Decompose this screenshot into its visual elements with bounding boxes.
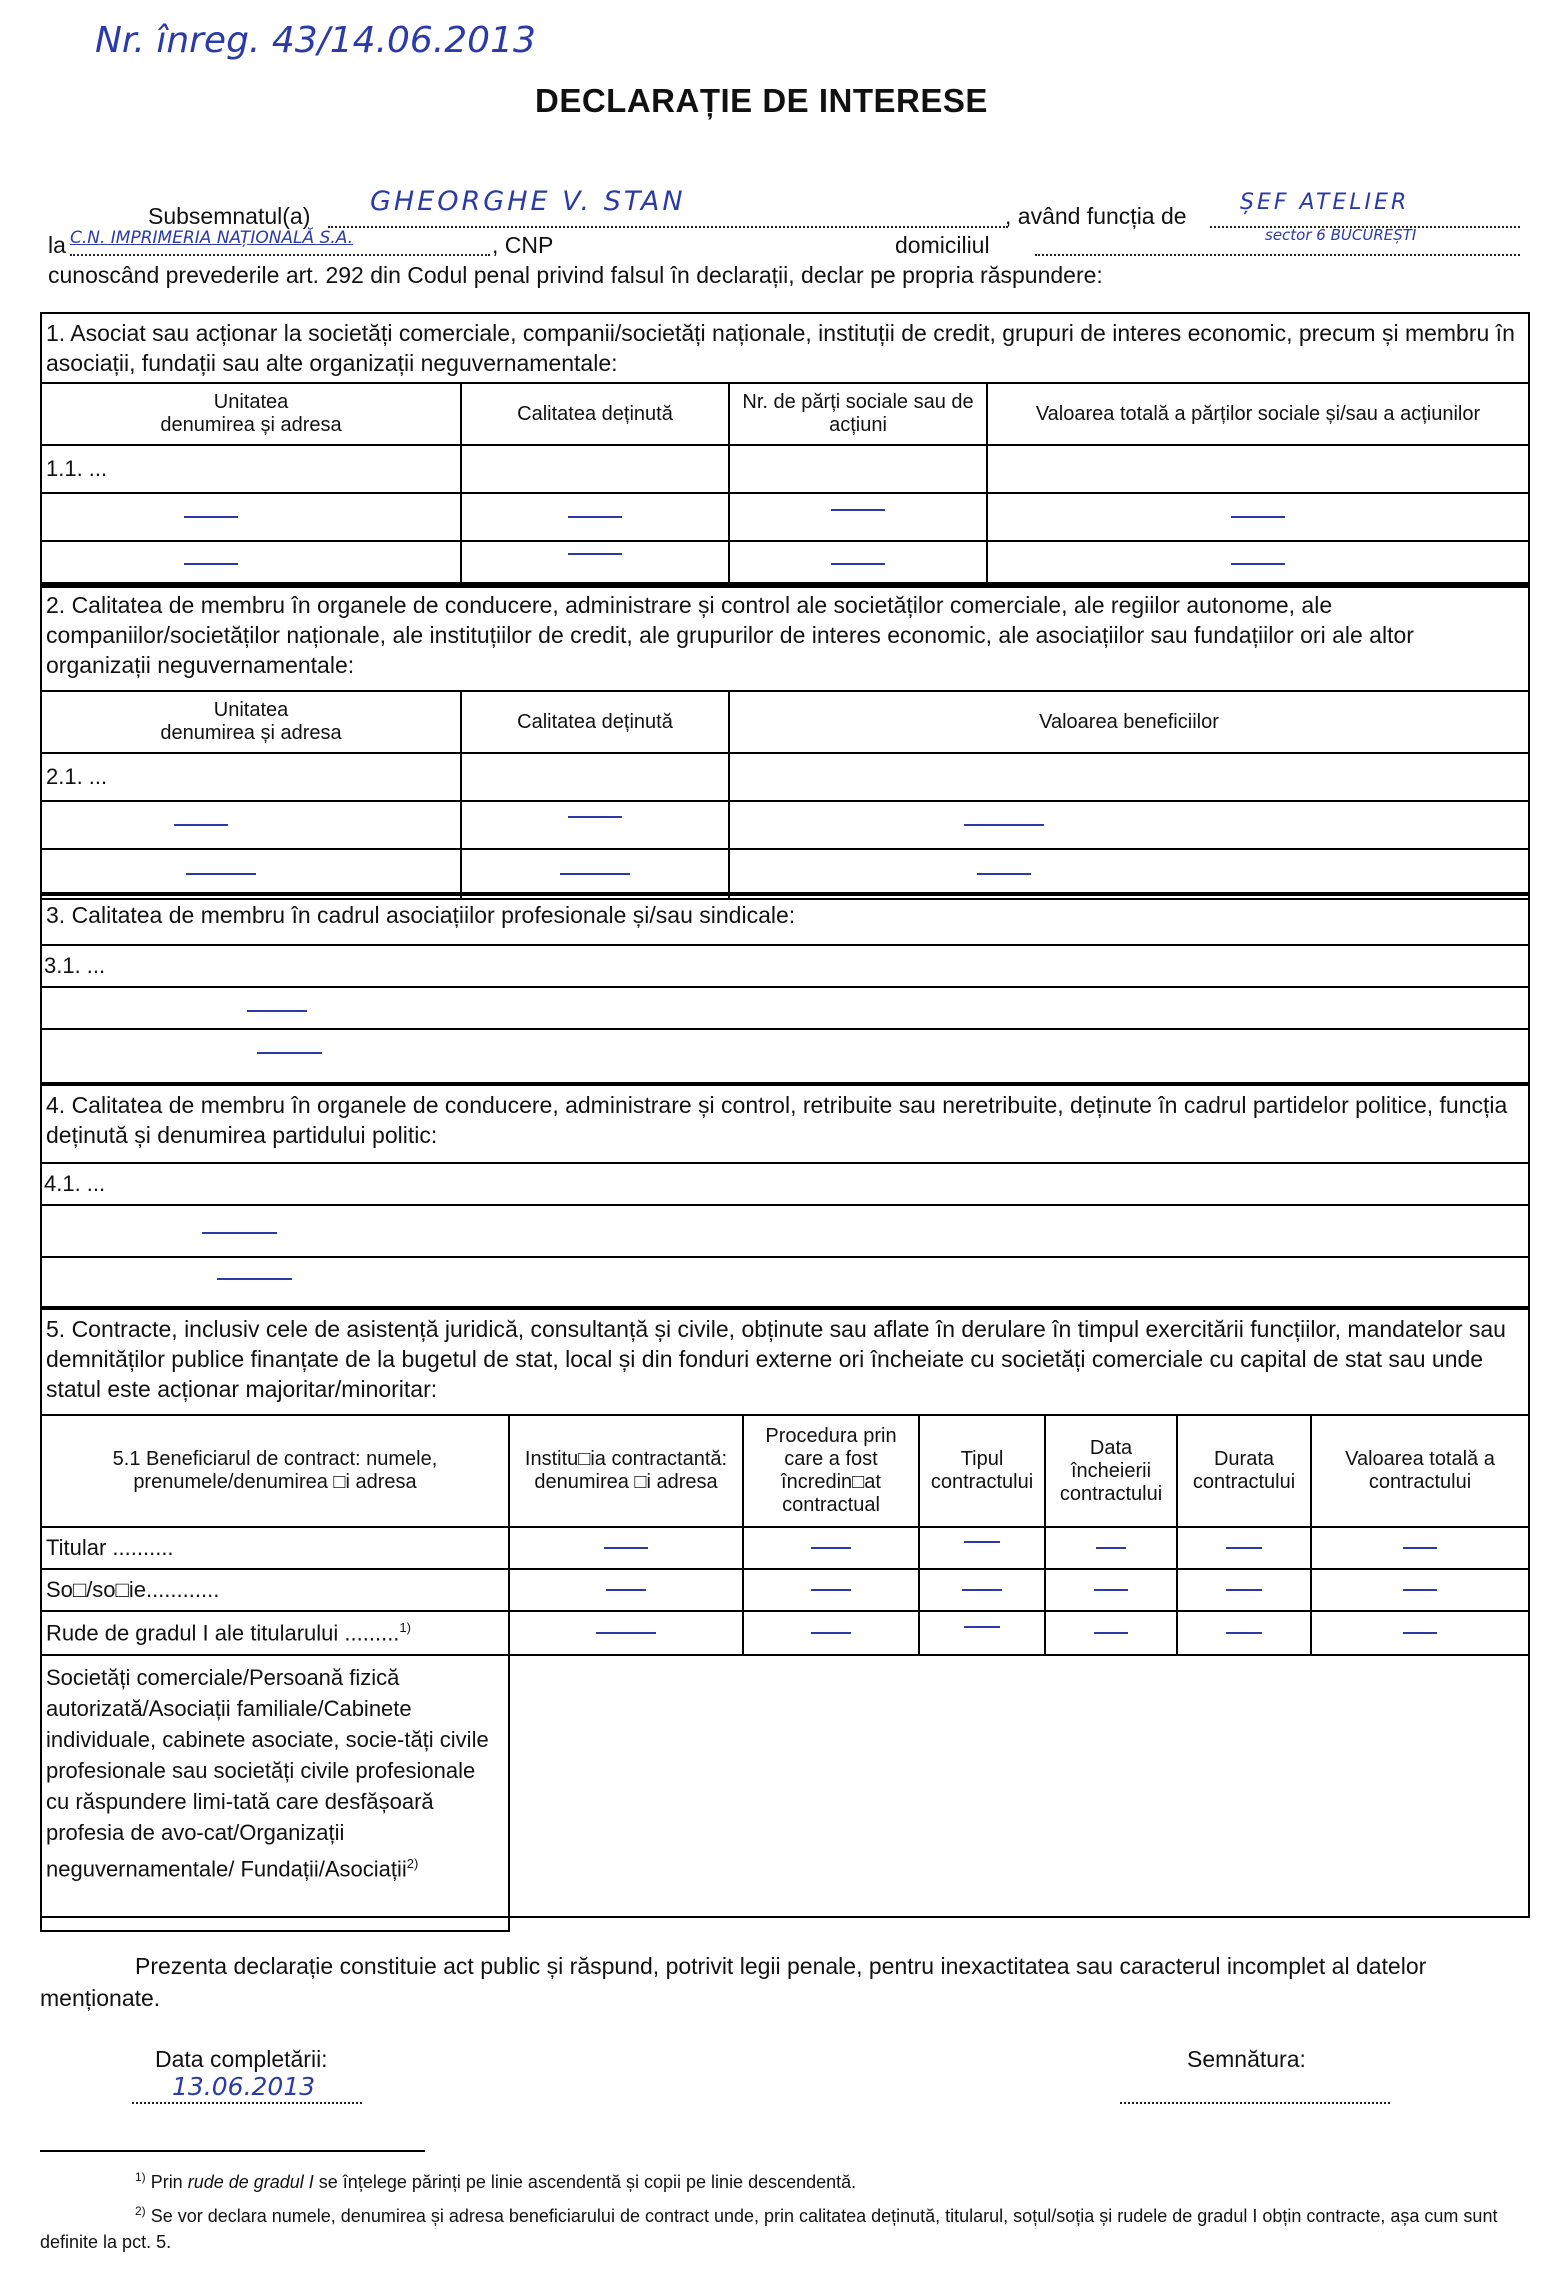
empty-dash <box>604 1547 648 1549</box>
cell[interactable] <box>729 541 987 587</box>
col-institutia: Institu□ia contractantă: denumirea □i adresa <box>509 1415 743 1527</box>
data-completarii-value: 13.06.2013 <box>172 2072 316 2101</box>
empty-dash <box>811 1589 851 1591</box>
col-durata: Durata contractului <box>1177 1415 1311 1527</box>
empty-dash <box>1403 1547 1437 1549</box>
empty-dash <box>964 824 1044 826</box>
col-calitatea: Calitatea deținută <box>461 691 729 753</box>
empty-dash <box>174 824 228 826</box>
footnote-2-mark: 2) <box>135 2204 146 2218</box>
cell[interactable] <box>509 1611 743 1655</box>
row-societati-label: Societăți comerciale/Persoană fizică autorizată/Asociații familiale/Cabinete individuale, cabinete asociate, socie-tăți civile profesionale sau societăți civile profesionale cu răspundere limi-tată care desfășoară profesia de avo-cat/Organizații neguvernamentale/ Fundații/Asociații <box>46 1665 489 1882</box>
cell[interactable] <box>1311 1611 1529 1655</box>
functia-label: , având funcția de <box>1005 203 1187 229</box>
col-data: Data încheierii contractului <box>1045 1415 1177 1527</box>
empty-dash <box>964 1626 1000 1628</box>
cell[interactable] <box>729 849 1529 899</box>
cell[interactable] <box>743 1569 919 1611</box>
section-4 <box>40 1084 1530 1308</box>
empty-dash <box>977 873 1031 875</box>
page-title: DECLARAȚIE DE INTERESE <box>535 82 988 119</box>
empty-dash <box>247 1010 307 1012</box>
functia-value: ȘEF ATELIER <box>1240 190 1410 215</box>
col-procedura: Procedura prin care a fost încredin□at contractual <box>743 1415 919 1527</box>
cell[interactable] <box>1045 1527 1177 1569</box>
section-5-table <box>40 1414 1530 1932</box>
empty-dash <box>1226 1632 1262 1634</box>
subsemnatul-value: GHEORGHE V. STAN <box>370 186 686 217</box>
cell[interactable] <box>1045 1569 1177 1611</box>
col-valoarea-beneficiilor: Valoarea beneficiilor <box>729 691 1529 753</box>
cell[interactable] <box>1177 1611 1311 1655</box>
empty-dash <box>1403 1589 1437 1591</box>
section-3-text: 3. Calitatea de membru în cadrul asociațiilor profesionale și/sau sindicale: <box>46 902 796 928</box>
cell[interactable] <box>729 753 1529 801</box>
data-completarii-field[interactable] <box>132 2072 362 2104</box>
section-1-text: 1. Asociat sau acționar la societăți comerciale, companii/societăți naționale, instituții de credit, grupuri de interes economic, precum și membru în asociații, fundații sau alte organizații neguvernamentale: <box>46 320 1515 376</box>
domiciliul-value: sector 6 BUCUREȘTI <box>1265 226 1417 244</box>
empty-dash <box>568 516 622 518</box>
cnp-label: , CNP <box>492 232 554 258</box>
semnatura-field[interactable] <box>1120 2082 1390 2104</box>
cell[interactable] <box>919 1527 1045 1569</box>
cell[interactable] <box>461 541 729 587</box>
cell[interactable] <box>1045 1655 1177 1931</box>
empty-dash <box>186 873 256 875</box>
cell[interactable] <box>729 801 1529 849</box>
empty-dash <box>831 563 885 565</box>
empty-dash <box>606 1589 646 1591</box>
empty-dash <box>831 509 885 511</box>
footnote-2 <box>40 2198 1520 2255</box>
la-label: la <box>48 232 66 258</box>
empty-dash <box>811 1547 851 1549</box>
empty-dash <box>1094 1632 1128 1634</box>
col-unitatea: Unitatea denumirea și adresa <box>41 383 461 445</box>
functia-field[interactable] <box>1210 190 1520 228</box>
cell[interactable] <box>743 1527 919 1569</box>
row-4-blank[interactable] <box>42 1256 1528 1308</box>
closing-statement: Prezenta declarație constituie act public și răspund, potrivit legii penale, pentru inexactitatea sau caracterul incomplet al datelor menționate. <box>40 1953 1427 2011</box>
col-calitatea: Calitatea deținută <box>461 383 729 445</box>
empty-dash <box>964 1541 1000 1543</box>
row-label-2-1: 2.1. ... <box>41 753 461 801</box>
cell[interactable] <box>1311 1527 1529 1569</box>
empty-dash <box>1231 563 1285 565</box>
footnote-1-italic: rude de gradul I <box>187 2172 314 2192</box>
row-4-blank[interactable] <box>42 1204 1528 1256</box>
cell[interactable] <box>461 801 729 849</box>
footnote-separator <box>40 2150 425 2152</box>
row-3-blank[interactable] <box>42 1028 1528 1070</box>
section-5 <box>40 1308 1530 1918</box>
section-4-text: 4. Calitatea de membru în organele de conducere, administrare și control, retribuite sau neretribuite, deținute în cadrul partidelor politice, funcția deținută și denumirea partidului politic: <box>46 1092 1508 1148</box>
cell[interactable] <box>461 493 729 541</box>
empty-dash <box>202 1232 277 1234</box>
section-2 <box>40 584 1530 894</box>
cell[interactable] <box>461 753 729 801</box>
la-value: C.N. IMPRIMERIA NAȚIONALĂ S.A. <box>70 228 354 248</box>
cell[interactable] <box>1311 1655 1529 1931</box>
cell[interactable] <box>919 1569 1045 1611</box>
cell[interactable] <box>1311 1569 1529 1611</box>
section-2-text: 2. Calitatea de membru în organele de conducere, administrare și control ale societăților comerciale, ale regiilor autonome, ale companiilor/societăților naționale, ale instituțiilor de credit, ale grupurilor de interes economic, ale asociațiilor sau fundațiilor ori ale altor organizații neguvernamentale: <box>46 592 1414 678</box>
cell[interactable] <box>461 445 729 493</box>
empty-dash <box>596 1632 656 1634</box>
section-1-table <box>40 382 1530 588</box>
cell[interactable] <box>461 849 729 899</box>
cell[interactable] <box>1177 1655 1311 1931</box>
col-valoarea-contract: Valoarea totală a contractului <box>1311 1415 1529 1527</box>
cell[interactable] <box>919 1655 1045 1931</box>
semnatura-label: Semnătura: <box>1187 2046 1306 2072</box>
footnote-1-mark: 1) <box>135 2170 146 2184</box>
col-tipul: Tipul contractului <box>919 1415 1045 1527</box>
empty-dash <box>811 1632 851 1634</box>
row-label-1-1: 1.1. ... <box>41 445 461 493</box>
subsemnatul-label: Subsemnatul(a) <box>148 203 311 229</box>
row-rude <box>41 1611 509 1655</box>
cell[interactable] <box>509 1655 743 1931</box>
cell[interactable] <box>987 493 1529 541</box>
footnote-2-text: Se vor declara numele, denumirea și adresa beneficiarului de contract unde, prin calitatea deținută, titularul, soțul/soția și rudele de gradul I obțin contracte, așa cum sunt definite la pct. 5. <box>40 2206 1498 2252</box>
cell[interactable] <box>41 801 461 849</box>
row-titular: Titular .......... <box>41 1527 509 1569</box>
row-label-3-1: 3.1. ... <box>42 944 1528 986</box>
empty-dash <box>568 553 622 555</box>
row-label-4-1: 4.1. ... <box>42 1162 1528 1204</box>
cell[interactable] <box>41 541 461 587</box>
cell[interactable] <box>919 1611 1045 1655</box>
empty-dash <box>217 1278 292 1280</box>
cell[interactable] <box>729 445 987 493</box>
empty-dash <box>184 563 238 565</box>
col-nr-parti: Nr. de părți sociale sau de acțiuni <box>729 383 987 445</box>
empty-dash <box>1226 1589 1262 1591</box>
cell[interactable] <box>1177 1569 1311 1611</box>
cell[interactable] <box>729 493 987 541</box>
cell[interactable] <box>509 1527 743 1569</box>
subsemnatul-field[interactable] <box>328 186 1008 228</box>
cell[interactable] <box>987 541 1529 587</box>
row-sot-sotie: So□/so□ie............ <box>41 1569 509 1611</box>
empty-dash <box>257 1052 322 1054</box>
la-field[interactable] <box>70 230 490 256</box>
empty-dash <box>568 816 622 818</box>
row-societati <box>41 1655 509 1931</box>
cell[interactable] <box>1177 1527 1311 1569</box>
empty-dash <box>184 516 238 518</box>
cell[interactable] <box>41 493 461 541</box>
empty-dash <box>1231 516 1285 518</box>
footnote-ref-1: 1) <box>399 1619 411 1635</box>
cell[interactable] <box>1045 1611 1177 1655</box>
registration-number: Nr. înreg. 43/14.06.2013 <box>95 20 536 61</box>
col-valoarea: Valoarea totală a părților sociale și/sau a acțiunilor <box>987 383 1529 445</box>
cell[interactable] <box>743 1611 919 1655</box>
intro-statement: cunoscând prevederile art. 292 din Codul penal privind falsul în declarații, declar pe propria răspundere: <box>48 262 1103 288</box>
footnote-ref-2: 2) <box>406 1856 419 1871</box>
empty-dash <box>962 1589 1002 1591</box>
cell[interactable] <box>987 445 1529 493</box>
domiciliul-label: domiciliul <box>895 232 990 258</box>
footnote-1 <box>135 2170 856 2193</box>
footnote-1-post: se înțelege părinți pe linie ascendentă și copii pe linie descendentă. <box>313 2172 857 2192</box>
empty-dash <box>1226 1547 1262 1549</box>
cell[interactable] <box>41 849 461 899</box>
empty-dash <box>1094 1589 1128 1591</box>
footnote-1-pre: Prin <box>150 2172 188 2192</box>
empty-dash <box>1403 1632 1437 1634</box>
empty-dash <box>1096 1547 1126 1549</box>
cell[interactable] <box>743 1655 919 1931</box>
col-beneficiar: 5.1 Beneficiarul de contract: numele, prenumele/denumirea □i adresa <box>41 1415 509 1527</box>
section-5-text: 5. Contracte, inclusiv cele de asistență juridică, consultanță și civile, obținute sau aflate în derulare în timpul exercitării funcțiilor, mandatelor sau demnităților publice finanțate de la bugetul de stat, local și din fonduri externe ori încheiate cu societăți comerciale cu capital de stat sau unde statul este acționar majoritar/minoritar: <box>46 1316 1506 1402</box>
section-1 <box>40 312 1530 584</box>
row-rude-label: Rude de gradul I ale titularului ......... <box>46 1620 400 1646</box>
col-unitatea: Unitatea denumirea și adresa <box>41 691 461 753</box>
section-2-table <box>40 690 1530 900</box>
empty-dash <box>560 873 630 875</box>
row-3-blank[interactable] <box>42 986 1528 1028</box>
section-3 <box>40 894 1530 1084</box>
cell[interactable] <box>509 1569 743 1611</box>
data-completarii-label: Data completării: <box>155 2046 328 2072</box>
domiciliul-field[interactable] <box>1035 226 1520 256</box>
